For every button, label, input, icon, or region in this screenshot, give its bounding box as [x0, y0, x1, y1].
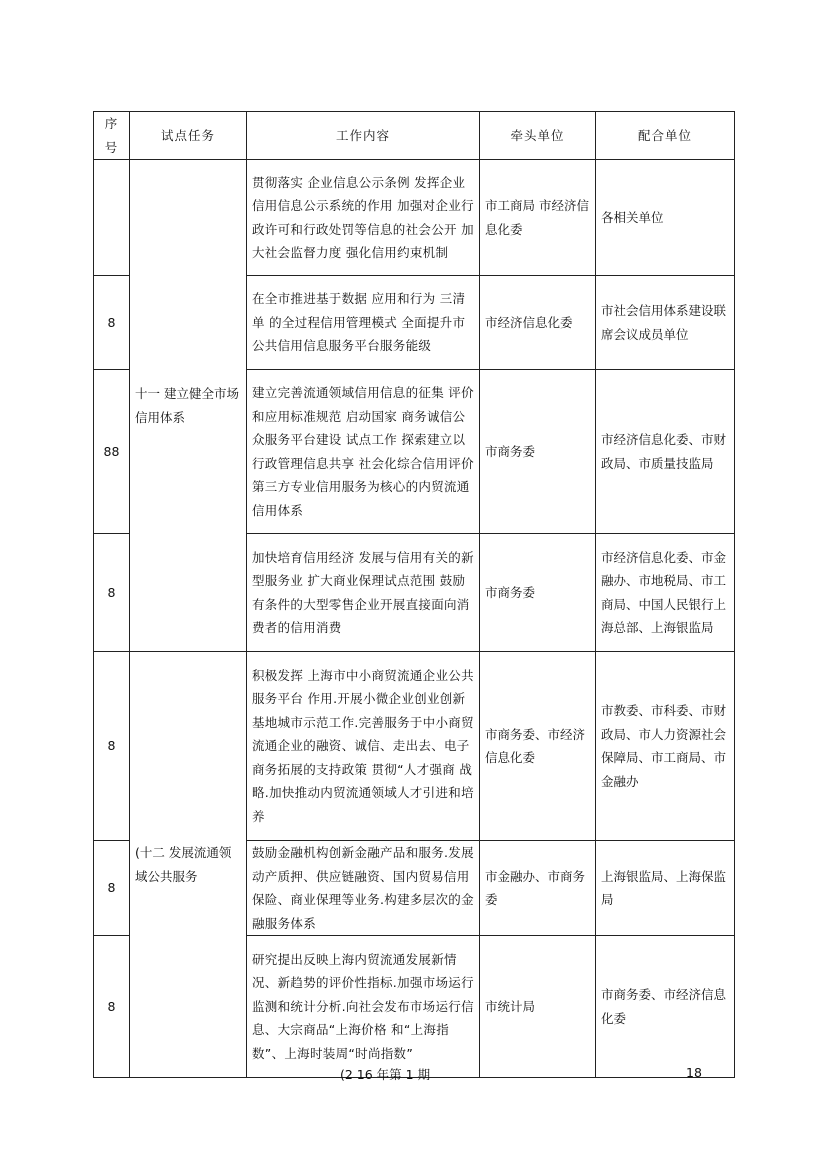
page-number: 18: [686, 1065, 702, 1080]
table-header-row: [94, 112, 735, 160]
row-support-unit: 上海银监局、上海保监局: [596, 841, 735, 936]
header-lead: 牵头单位: [480, 112, 596, 160]
row-seq: 8: [94, 841, 130, 936]
header-task: 试点任务: [130, 112, 247, 160]
row-content: 鼓励金融机构创新金融产品和服务.发展动产质押、供应链融资、国内贸易信用保险、商业保理等业务.构建多层次的金融服务体系: [247, 841, 480, 936]
row-seq: 8: [94, 534, 130, 652]
row-lead-unit: 市经济信息化委: [480, 276, 596, 370]
header-content: 工作内容: [247, 112, 480, 160]
row-seq: [94, 160, 130, 276]
row-support-unit: 市经济信息化委、市金融办、市地税局、市工商局、中国人民银行上海总部、上海银监局: [596, 534, 735, 652]
row-content: 建立完善流通领域信用信息的征集 评价和应用标准规范 启动国家 商务诚信公众服务平台建设 试点工作 探索建立以行政管理信息共享 社会化综合信用评价 第三方专业信用服务为核心的内贸流通信用体系: [247, 370, 480, 534]
row-support-unit: 市经济信息化委、市财政局、市质量技监局: [596, 370, 735, 534]
row-lead-unit: 市金融办、市商务委: [480, 841, 596, 936]
table-row: [94, 652, 735, 841]
row-lead-unit: 市商务委: [480, 534, 596, 652]
row-content: 积极发挥 上海市中小商贸流通企业公共服务平台 作用.开展小微企业创业创新基地城市示范工作.完善服务于中小商贸流通企业的融资、诚信、走出去、电子商务拓展的支持政策 贯彻“人才强商 战略.加快推动内贸流通领域人才引进和培养: [247, 652, 480, 841]
row-seq: 88: [94, 370, 130, 534]
row-content: 在全市推进基于数据 应用和行为 三清单 的全过程信用管理模式 全面提升市公共信用信息服务平台服务能级: [247, 276, 480, 370]
row-lead-unit: 市商务委: [480, 370, 596, 534]
row-support-unit: 市教委、市科委、市财政局、市人力资源社会保障局、市工商局、市金融办: [596, 652, 735, 841]
row-lead-unit: 市统计局: [480, 936, 596, 1078]
row-seq: 8: [94, 276, 130, 370]
row-seq: 8: [94, 936, 130, 1078]
pilot-task-table: [93, 111, 735, 1078]
row-content: 加快培育信用经济 发展与信用有关的新型服务业 扩大商业保理试点范围 鼓励有条件的大型零售企业开展直接面向消费者的信用消费: [247, 534, 480, 652]
row-seq: 8: [94, 652, 130, 841]
row-content: 研究提出反映上海内贸流通发展新情况、新趋势的评价性指标.加强市场运行监测和统计分析.向社会发布市场运行信息、大宗商品“上海价格 和“上海指数”、上海时装周“时尚指数”: [247, 936, 480, 1078]
task-group-credit-system: 十一 建立健全市场信用体系: [130, 160, 247, 652]
task-group-public-services: (十二 发展流通领域公共服务: [130, 652, 247, 1078]
header-seq: 序号: [94, 112, 130, 160]
row-lead-unit: 市商务委、市经济信息化委: [480, 652, 596, 841]
table-row: [94, 160, 735, 276]
row-lead-unit: 市工商局 市经济信息化委: [480, 160, 596, 276]
row-support-unit: 市社会信用体系建设联席会议成员单位: [596, 276, 735, 370]
header-support: 配合单位: [596, 112, 735, 160]
row-support-unit: 市商务委、市经济信息化委: [596, 936, 735, 1078]
row-content: 贯彻落实 企业信息公示条例 发挥企业信用信息公示系统的作用 加强对企业行政许可和行政处罚等信息的社会公开 加大社会监督力度 强化信用约束机制: [247, 160, 480, 276]
issue-label: (2 16 年第 1 期: [340, 1067, 431, 1082]
row-support-unit: 各相关单位: [596, 160, 735, 276]
